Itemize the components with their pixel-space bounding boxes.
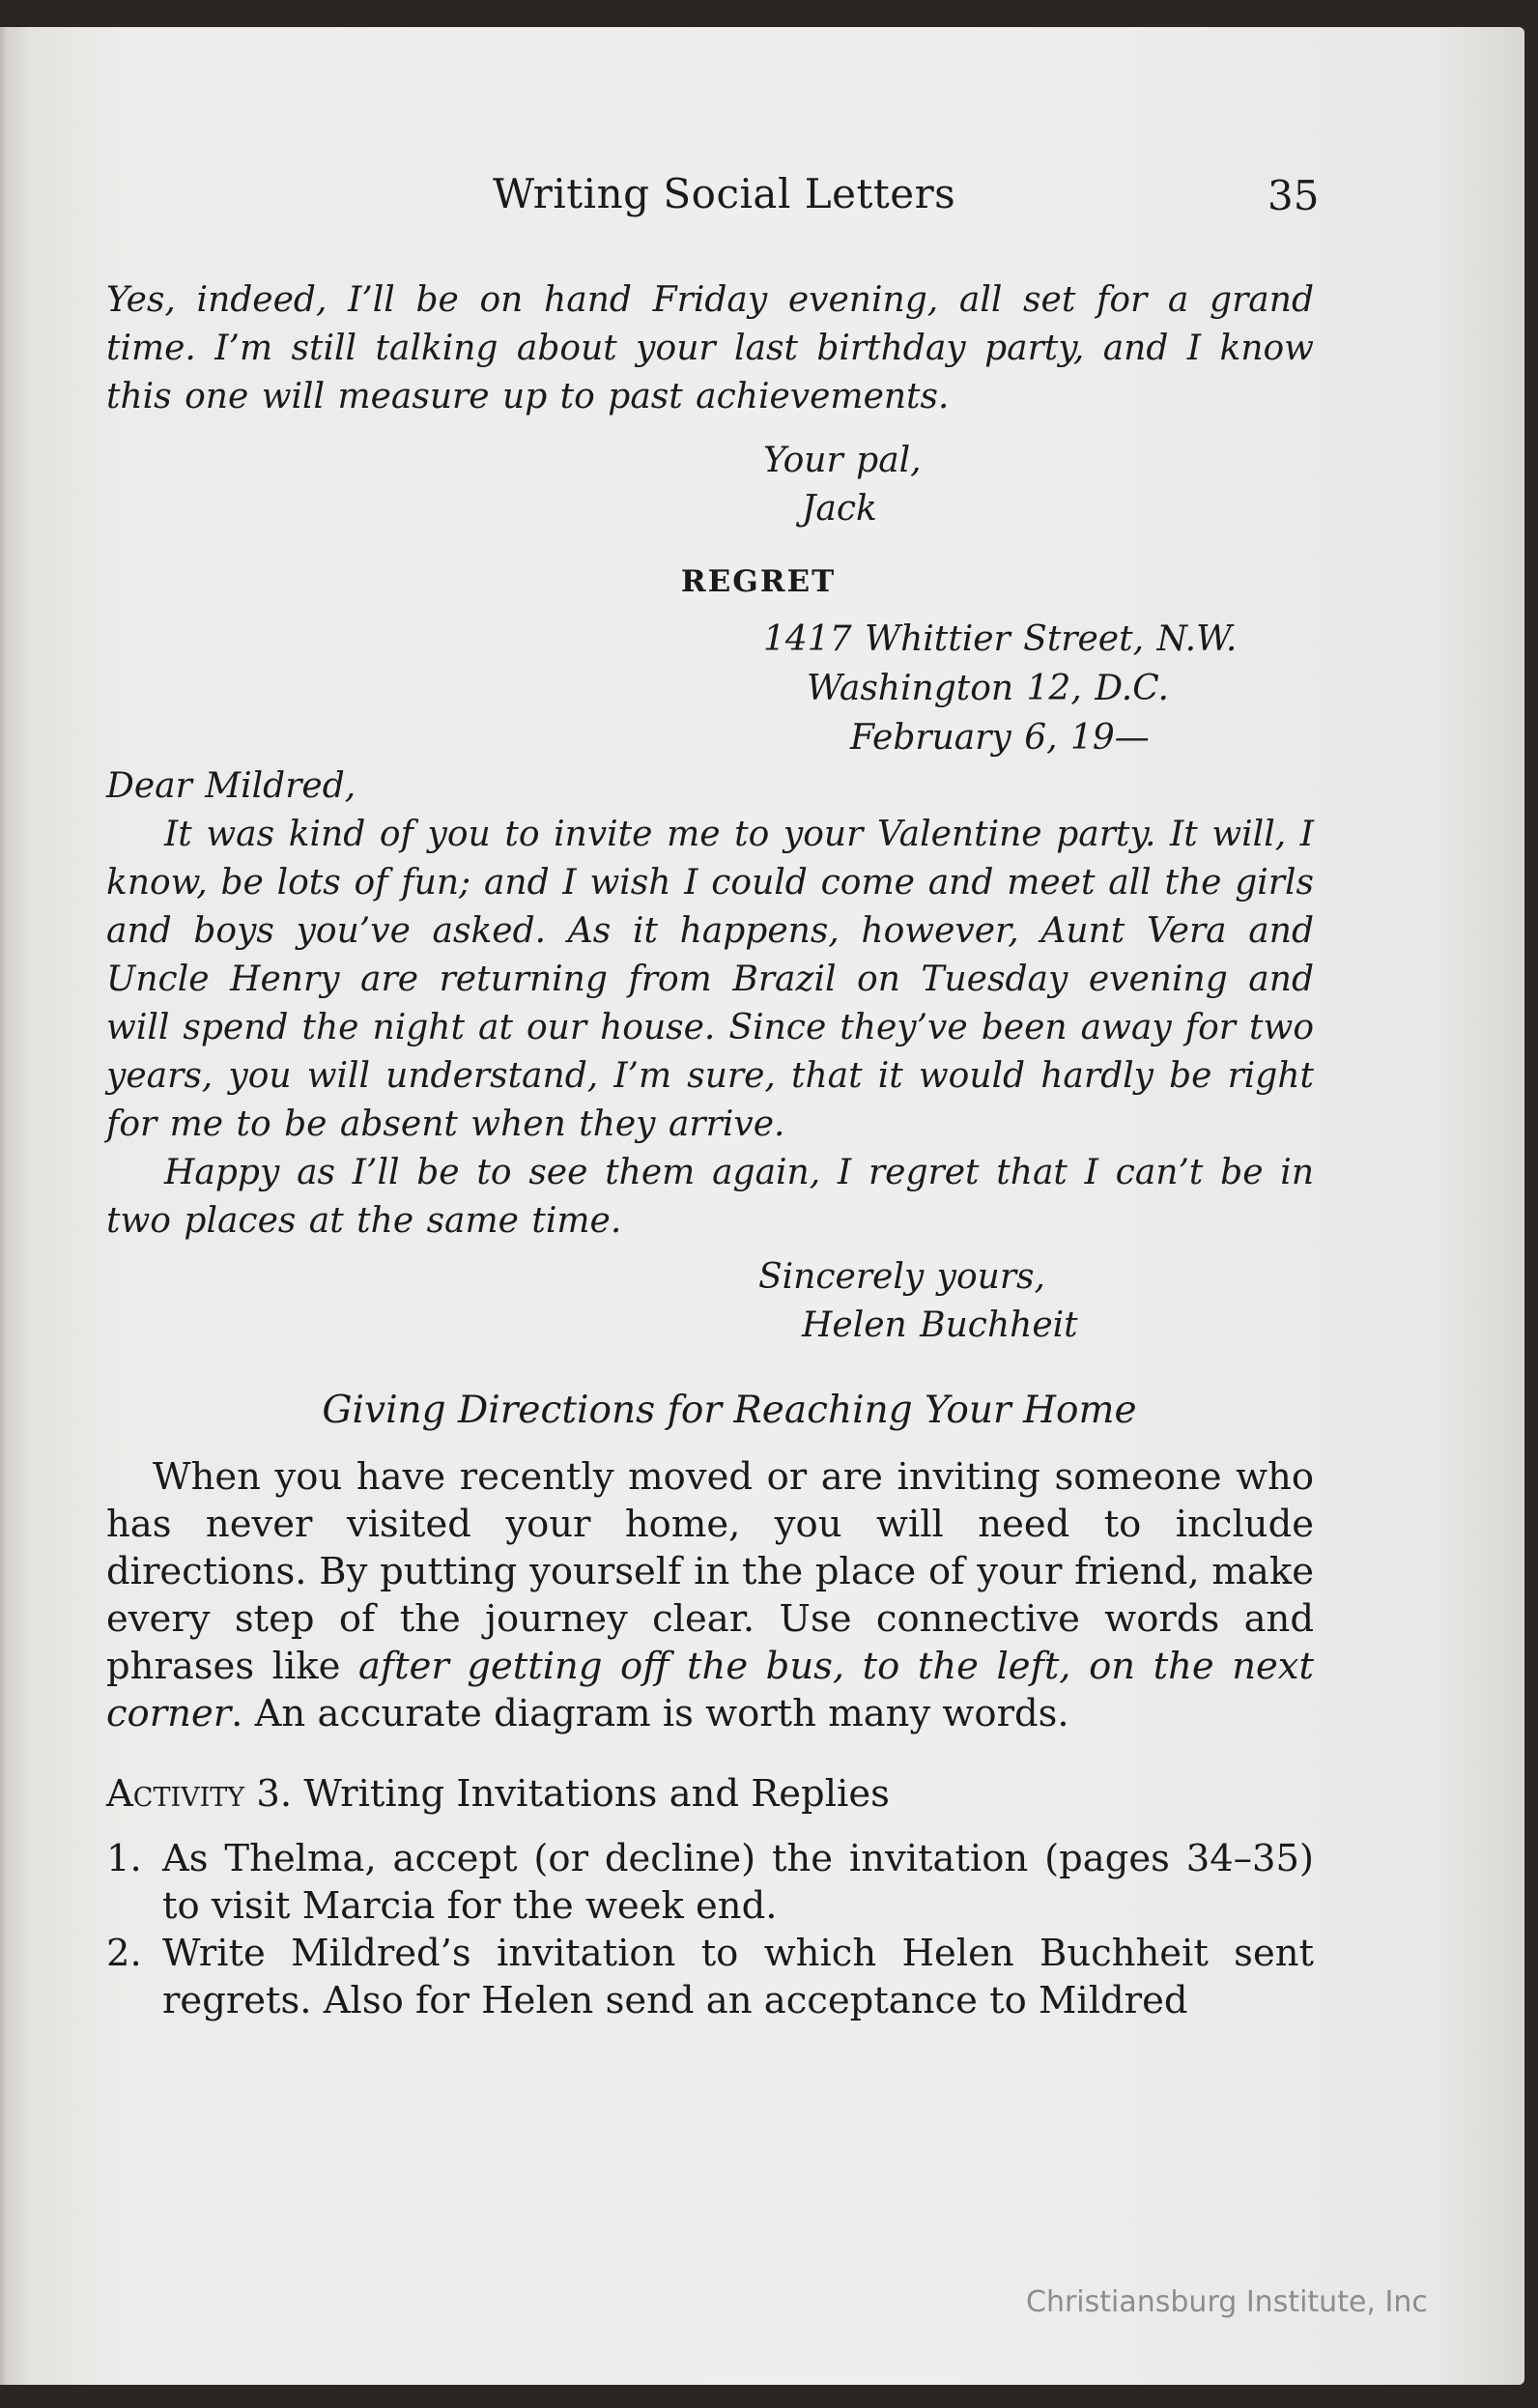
watermark: Christiansburg Institute, Inc bbox=[1026, 2285, 1428, 2319]
activity-item-text: Write Mildred’s invitation to which Helen Buchheit sent regrets. Also for Helen send an acceptance to Mildred bbox=[162, 1932, 1314, 2022]
page-header bbox=[0, 170, 1420, 228]
acceptance-letter-closing-block bbox=[106, 437, 1314, 533]
activity-title: Writing Invitations and Replies bbox=[303, 1772, 890, 1816]
page-binding-edge bbox=[0, 27, 14, 2385]
activity-number: 3. bbox=[256, 1772, 293, 1816]
page-content bbox=[106, 276, 1314, 2024]
acceptance-letter-signature: Jack bbox=[802, 489, 877, 529]
activity-label: Activity bbox=[106, 1772, 245, 1816]
activity-item bbox=[106, 1930, 1314, 2024]
regret-label: REGRET bbox=[680, 564, 837, 599]
directions-text-before: When you have recently moved or are inviting someone who has never visited your home, you will need to include directions. By putting yourself in the place of your friend, make every step of the journey clear. Use connective words and phrases like bbox=[106, 1455, 1314, 1688]
regret-salutation: Dear Mildred, bbox=[106, 766, 356, 806]
acceptance-letter-body: Yes, indeed, I’ll be on hand Friday evening, all set for a grand time. I’m still talking about your last birthday party, and I know this one will measure up to past achievements. bbox=[106, 280, 1314, 416]
activity-item-number: 1. bbox=[106, 1837, 142, 1880]
regret-signature: Helen Buchheit bbox=[802, 1305, 1078, 1345]
activity-item-text: As Thelma, accept (or decline) the invitation (pages 34–35) to visit Marcia for the week end. bbox=[162, 1837, 1314, 1928]
acceptance-letter bbox=[106, 276, 1314, 533]
regret-closing: Sincerely yours, bbox=[758, 1257, 1045, 1297]
activity-item bbox=[106, 1835, 1314, 1930]
regret-paragraph-1: It was kind of you to invite me to your Valentine party. It will, I know, be lots of fun; and I wish I could come and meet all the girls and boys you’ve asked. As it happens, however, Aunt Vera and Uncle Henry are returning from Brazil on Tuesday evening and will spend the night at our house. Since they’ve been away for two years, you will understand, I’m sure, that it would hardly be right for me to be absent when they arrive. bbox=[106, 815, 1314, 1144]
page-number: 35 bbox=[1267, 172, 1320, 219]
regret-address-date: February 6, 19— bbox=[850, 718, 1150, 758]
regret-address-block bbox=[106, 615, 1314, 762]
activity-list bbox=[106, 1835, 1314, 2024]
activity-item-number: 2. bbox=[106, 1932, 142, 1975]
directions-text-after: . An accurate diagram is worth many words. bbox=[231, 1692, 1069, 1735]
book-page bbox=[0, 27, 1524, 2385]
activity-heading bbox=[106, 1772, 1314, 1816]
directions-italic-phrases: after getting off the bus, to the left, on the next corner bbox=[106, 1645, 1314, 1735]
regret-closing-block bbox=[106, 1253, 1314, 1350]
acceptance-letter-closing: Your pal, bbox=[763, 441, 922, 480]
regret-letter bbox=[106, 615, 1314, 1350]
running-head: Writing Social Letters bbox=[493, 170, 956, 217]
directions-paragraph bbox=[106, 1453, 1314, 1737]
regret-address-city: Washington 12, D.C. bbox=[807, 669, 1169, 708]
regret-address-street: 1417 Whittier Street, N.W. bbox=[763, 619, 1238, 659]
section-title: Giving Directions for Reaching Your Home bbox=[322, 1389, 1137, 1432]
regret-paragraph-2: Happy as I’ll be to see them again, I regret that I can’t be in two places at the same time. bbox=[106, 1153, 1314, 1241]
